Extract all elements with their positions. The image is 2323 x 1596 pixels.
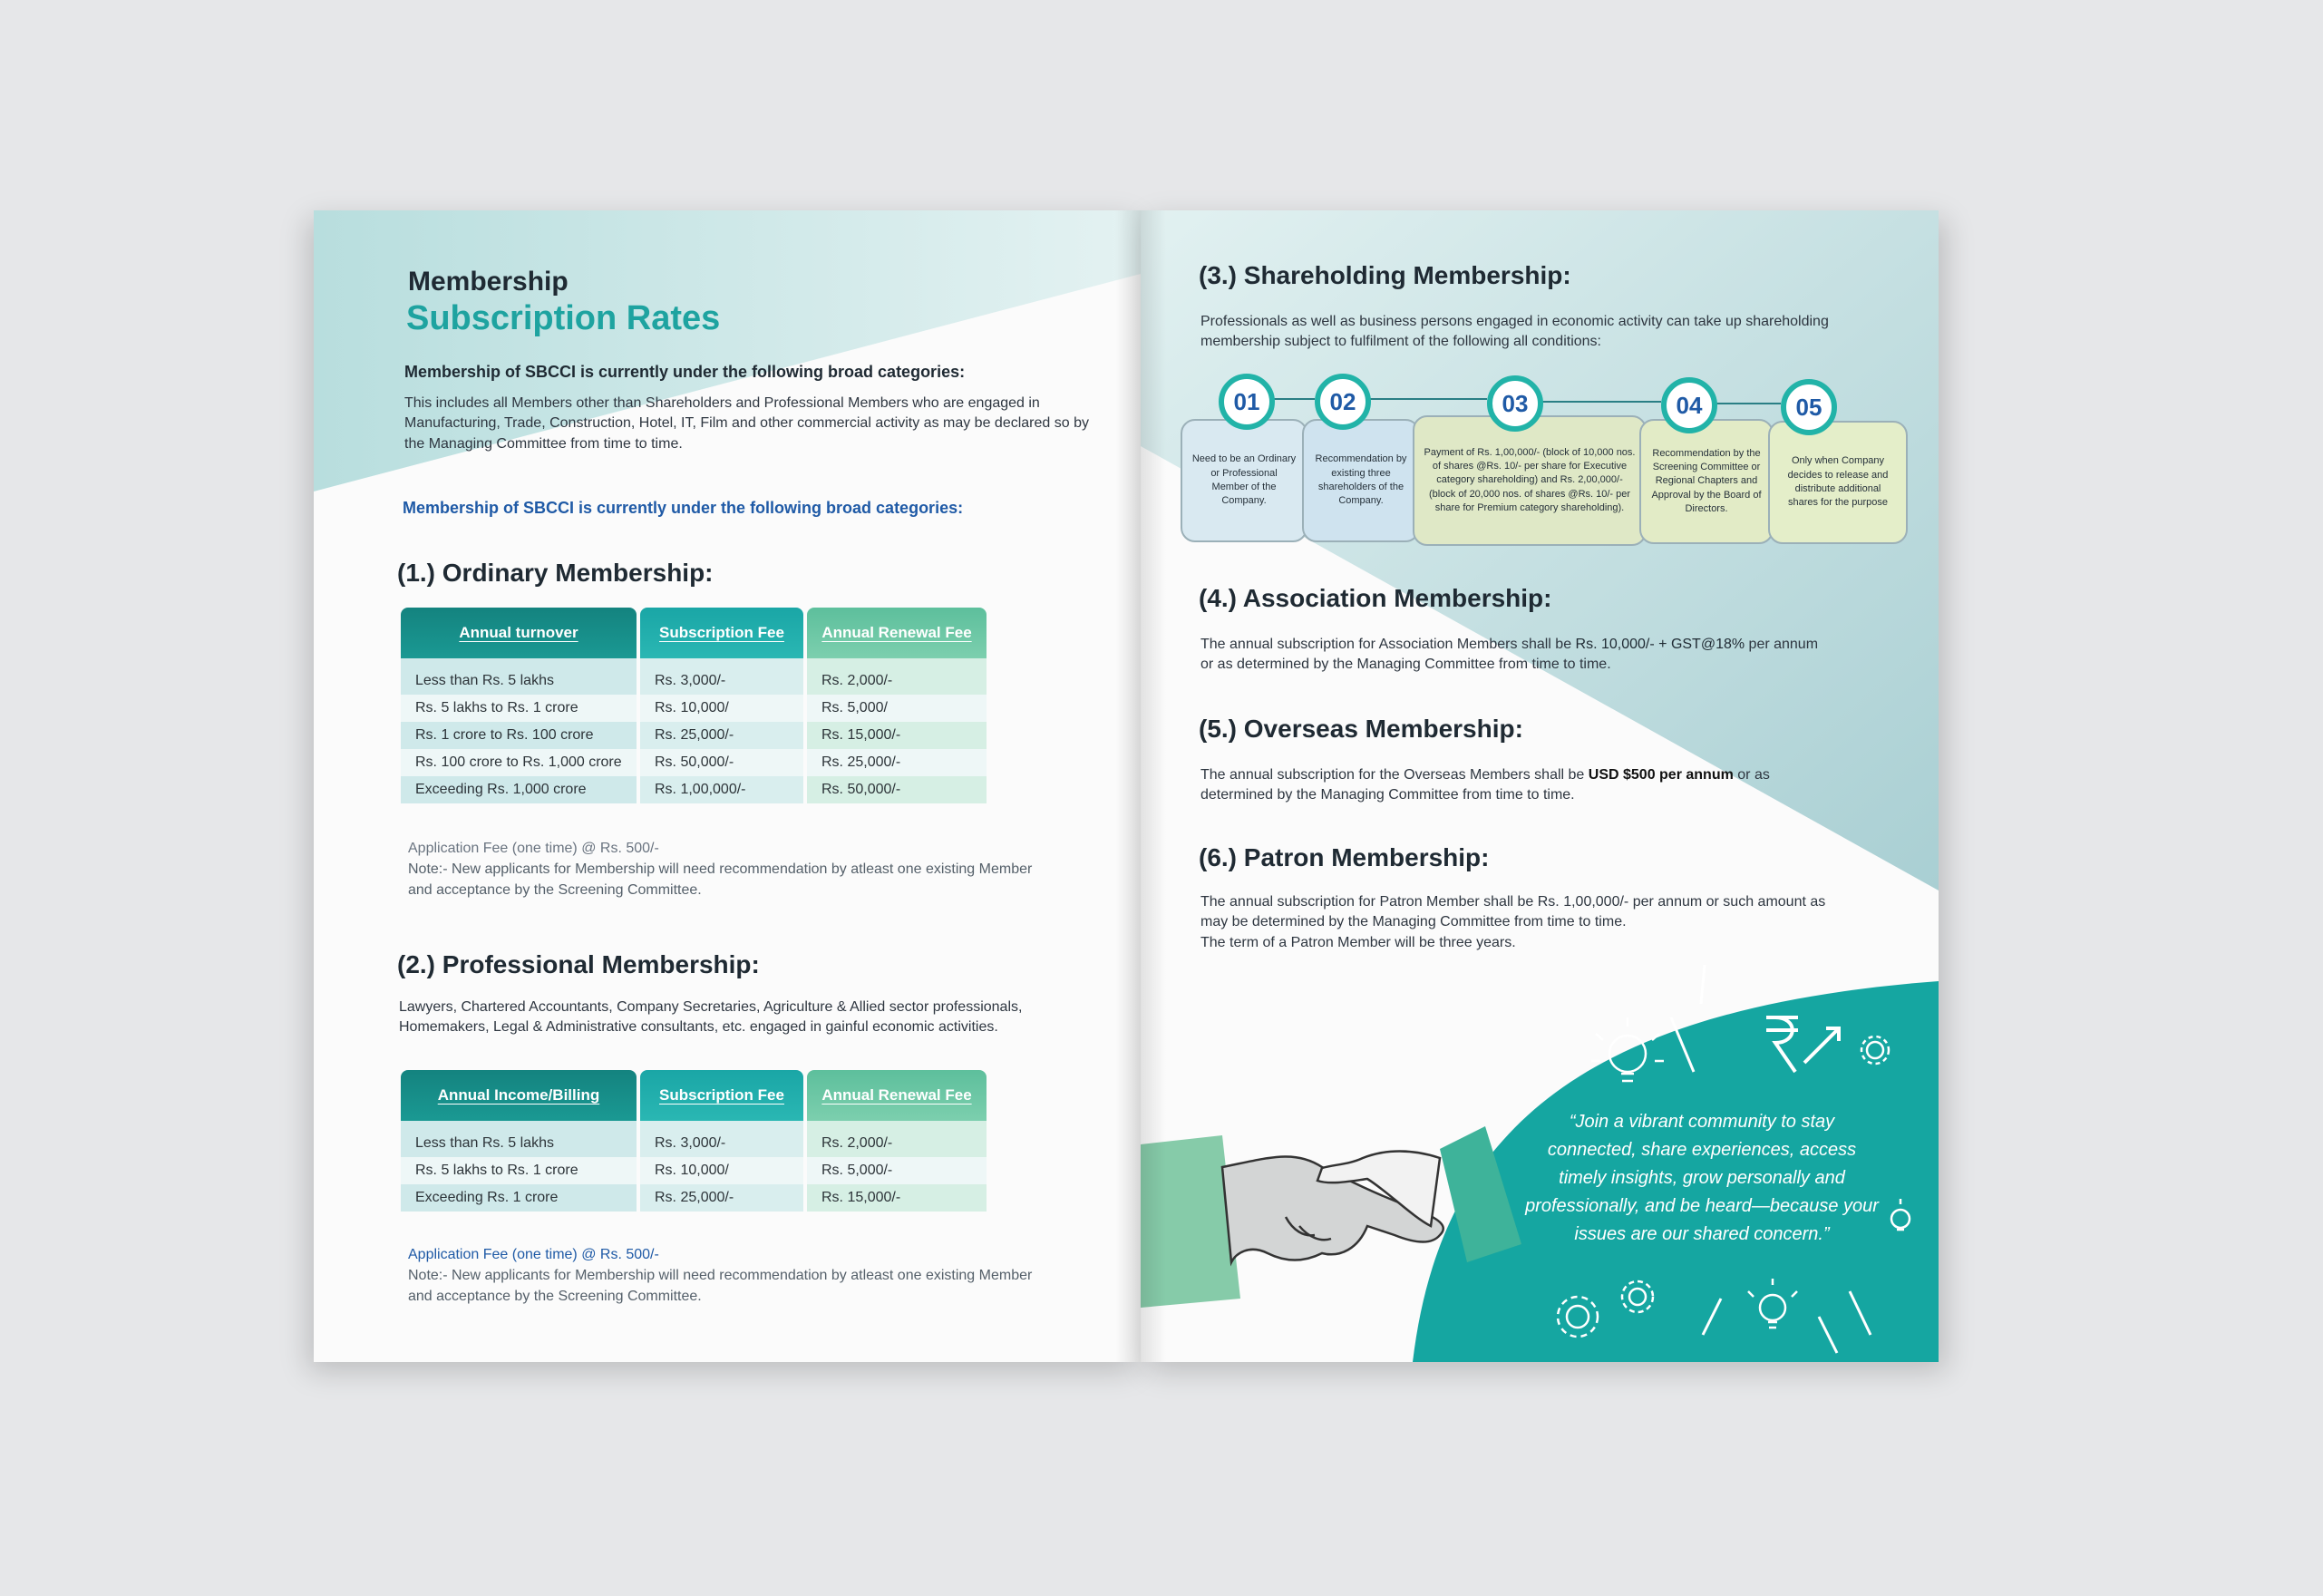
table-cell: Exceeding Rs. 1,000 crore: [401, 776, 637, 803]
table-row: [401, 749, 987, 776]
left-page: [314, 210, 1141, 1362]
table-row: [401, 776, 987, 803]
step-number-3: 03: [1487, 375, 1543, 432]
table-cell: Rs. 1 crore to Rs. 100 crore: [401, 722, 637, 749]
step-number-4: 04: [1661, 377, 1717, 433]
table-cell: Rs. 1,00,000/-: [640, 776, 803, 803]
association-heading: (4.) Association Membership:: [1199, 584, 1552, 612]
step-box-4: Recommendation by the Screening Committee or Regional Chapters and Approval by the Board of Directors.: [1639, 419, 1774, 544]
table-cell: Rs. 25,000/-: [807, 749, 987, 776]
table-cell: Rs. 2,000/-: [807, 658, 987, 695]
table-row: [401, 658, 987, 695]
table-cell: Exceeding Rs. 1 crore: [401, 1184, 637, 1212]
ordinary-heading: (1.) Ordinary Membership:: [397, 559, 714, 587]
sleeve-left: [1141, 1135, 1240, 1308]
table-cell: Rs. 5,000/-: [807, 1157, 987, 1184]
table-header: Annual Income/Billing: [401, 1070, 637, 1121]
step-box-1: Need to be an Ordinary or Professional Member of the Company.: [1181, 419, 1307, 542]
table-cell: Less than Rs. 5 lakhs: [401, 658, 637, 695]
table-row: [401, 1121, 987, 1157]
table-header: Annual turnover: [401, 608, 637, 658]
step-box-2: Recommendation by existing three shareholders of the Company.: [1302, 419, 1420, 542]
table-cell: Less than Rs. 5 lakhs: [401, 1121, 637, 1157]
ordinary-notes: [408, 838, 1043, 901]
table-cell: Rs. 3,000/-: [640, 1121, 803, 1157]
table-cell: Rs. 15,000/-: [807, 722, 987, 749]
overseas-heading: (5.) Overseas Membership:: [1199, 715, 1523, 743]
table-cell: Rs. 10,000/: [640, 695, 803, 722]
professional-text: Lawyers, Chartered Accountants, Company Secretaries, Agriculture & Allied sector professionals, Homemakers, Legal & Administrative consultants, etc. engaged in gainful economic activities.: [399, 999, 1023, 1036]
step-connector: [1364, 398, 1487, 400]
step-number-5: 05: [1781, 379, 1837, 435]
membership-quote: “Join a vibrant community to stay connected, share experiences, access timely insights, grow personally and professionally, and be heard—because your issues are our shared concern.”: [1525, 1112, 1879, 1244]
intro-text: This includes all Members other than Shareholders and Professional Members who are engaged in Manufacturing, Trade, Construction, Hotel, IT, Film and other commercial activity as may be declared so by the Managing Committee from time to time.: [404, 395, 1089, 452]
membership-note: Note:- New applicants for Membership will need recommendation by atleast one existing Member and acceptance by the Screening Committee.: [408, 1268, 1033, 1305]
table-header: Annual Renewal Fee: [807, 608, 987, 658]
table-cell: Rs. 50,000/-: [807, 776, 987, 803]
table-cell: Rs. 5,000/: [807, 695, 987, 722]
table-cell: Rs. 25,000/-: [640, 1184, 803, 1212]
table-cell: Rs. 5 lakhs to Rs. 1 crore: [401, 1157, 637, 1184]
step-box-3: Payment of Rs. 1,00,000/- (block of 10,000 nos. of shares @Rs. 10/- per share for Executive category shareholding) and Rs. 2,00,000/- (block of 20,000 nos. of shares @Rs. 10/- per share for Premium category shareholding).: [1413, 415, 1647, 546]
step-number-2: 02: [1315, 374, 1371, 430]
table-cell: Rs. 25,000/-: [640, 722, 803, 749]
ordinary-fee-table: [397, 608, 990, 803]
table-row: [401, 722, 987, 749]
table-cell: Rs. 2,000/-: [807, 1121, 987, 1157]
table-row: [401, 695, 987, 722]
association-text: The annual subscription for Association Members shall be Rs. 10,000/- + GST@18% per annum or as determined by the Managing Committee from time to time.: [1200, 637, 1819, 673]
patron-text: The annual subscription for Patron Member shall be Rs. 1,00,000/- per annum or such amount as may be determined by the Managing Committee from time to time. The term of a Patron Member will be three years.: [1200, 894, 1826, 950]
table-cell: Rs. 50,000/-: [640, 749, 803, 776]
membership-note: Note:- New applicants for Membership will need recommendation by atleast one existing Member and acceptance by the Screening Committee.: [408, 861, 1033, 899]
patron-heading: (6.) Patron Membership:: [1199, 843, 1490, 871]
professional-notes: [408, 1244, 1043, 1308]
application-fee: Application Fee (one time) @ Rs. 500/-: [408, 841, 659, 856]
categories-heading: Membership of SBCCI is currently under the following broad categories:: [403, 499, 964, 517]
table-cell: Rs. 5 lakhs to Rs. 1 crore: [401, 695, 637, 722]
page-title-line2: Subscription Rates: [406, 299, 721, 337]
table-row: [401, 1184, 987, 1212]
table-cell: Rs. 100 crore to Rs. 1,000 crore: [401, 749, 637, 776]
overseas-text: The annual subscription for the Overseas Members shall be USD $500 per annum or as determined by the Managing Committee from time to time.: [1200, 767, 1770, 803]
application-fee: Application Fee (one time) @ Rs. 500/-: [408, 1247, 659, 1262]
shareholding-text: Professionals as well as business persons engaged in economic activity can take up shareholding membership subject to fulfilment of the following all conditions:: [1200, 314, 1829, 350]
table-cell: Rs. 15,000/-: [807, 1184, 987, 1212]
table-header: Subscription Fee: [640, 608, 803, 658]
right-page: [1141, 210, 1939, 1362]
intro-heading: Membership of SBCCI is currently under the following broad categories:: [404, 363, 966, 381]
table-row: [401, 1157, 987, 1184]
professional-fee-table: [397, 1070, 990, 1212]
page-title-line1: Membership: [408, 267, 569, 297]
professional-heading: (2.) Professional Membership:: [397, 950, 760, 978]
handshake-illustration: [1222, 1152, 1443, 1263]
table-cell: Rs. 10,000/: [640, 1157, 803, 1184]
table-header: Subscription Fee: [640, 1070, 803, 1121]
step-connector: [1710, 403, 1781, 404]
table-header: Annual Renewal Fee: [807, 1070, 987, 1121]
table-cell: Rs. 3,000/-: [640, 658, 803, 695]
step-box-5: Only when Company decides to release and distribute additional shares for the purpose: [1768, 421, 1908, 544]
shareholding-heading: (3.) Shareholding Membership:: [1199, 261, 1571, 289]
step-connector: [1536, 401, 1661, 403]
step-number-1: 01: [1219, 374, 1275, 430]
